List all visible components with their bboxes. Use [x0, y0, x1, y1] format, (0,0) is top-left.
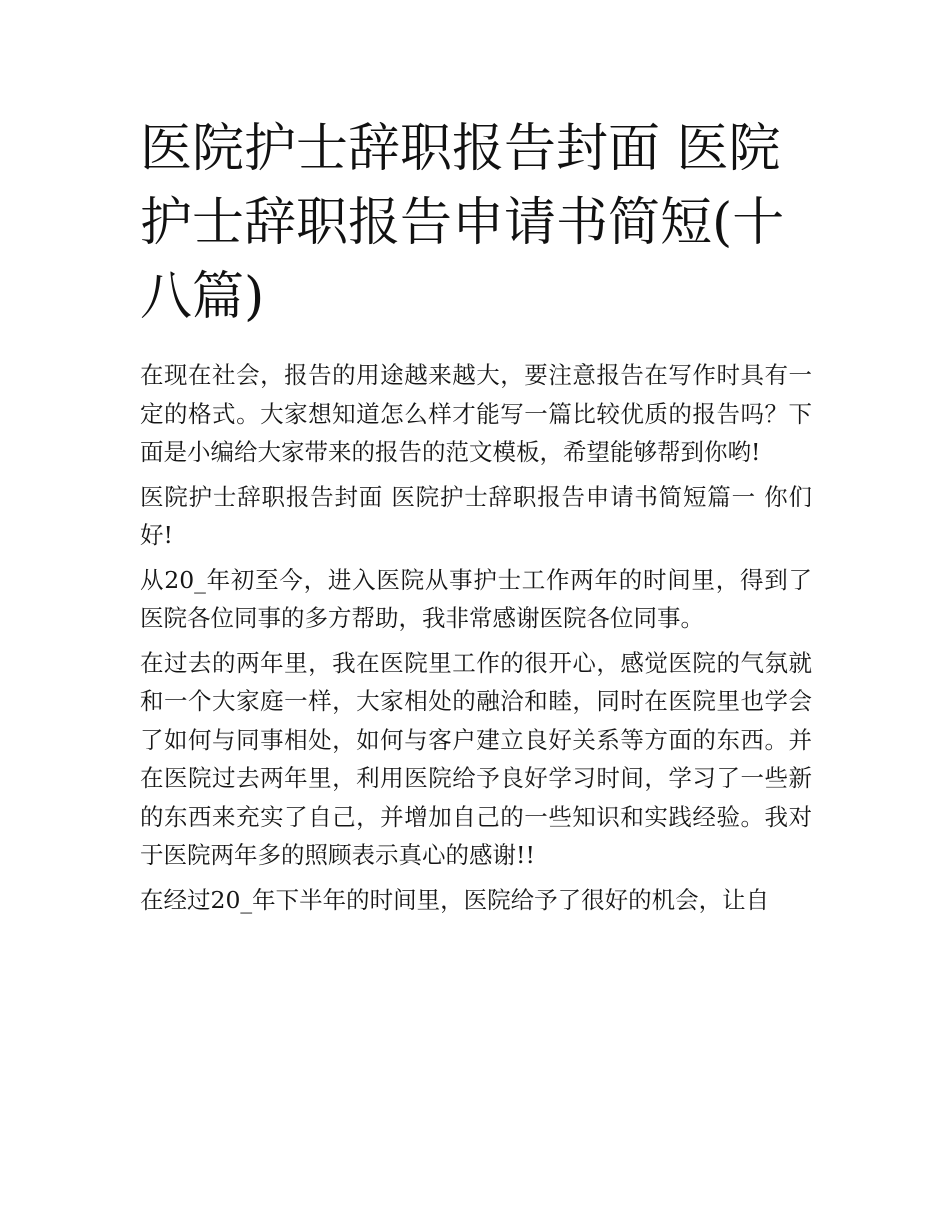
paragraph-intro: 在现在社会，报告的用途越来越大，要注意报告在写作时具有一定的格式。大家想知道怎么样才能写一篇比较优质的报告吗？下面是小编给大家带来的报告的范文模板，希望能够帮到你哟! — [140, 361, 812, 466]
paragraph-start: 从20_年初至今，进入医院从事护士工作两年的时间里，得到了医院各位同事的多方帮助，我非常感谢医院各位同事。 — [140, 565, 812, 632]
document-title: 医院护士辞职报告封面 医院护士辞职报告申请书简短(十八篇) — [140, 119, 785, 327]
document-page — [140, 112, 812, 925]
paragraph-past-two-years: 在过去的两年里，我在医院里工作的很开心，感觉医院的气氛就和一个大家庭一样，大家相处的融洽和睦，同时在医院里也学会了如何与同事相处，如何与客户建立良好关系等方面的东西。并在医院过去两年里，利用医院给予良好学习时间，学习了一些新的东西来充实了自己，并增加自己的一些知识和实践经验。我对于医院两年多的照顾表示真心的感谢!! — [140, 648, 812, 869]
paragraph-heading-greeting: 医院护士辞职报告封面 医院护士辞职报告申请书简短篇一 你们好! — [140, 482, 812, 549]
paragraph-second-half: 在经过20_年下半年的时间里，医院给予了很好的机会，让自 — [140, 885, 770, 914]
document-body — [140, 356, 812, 919]
